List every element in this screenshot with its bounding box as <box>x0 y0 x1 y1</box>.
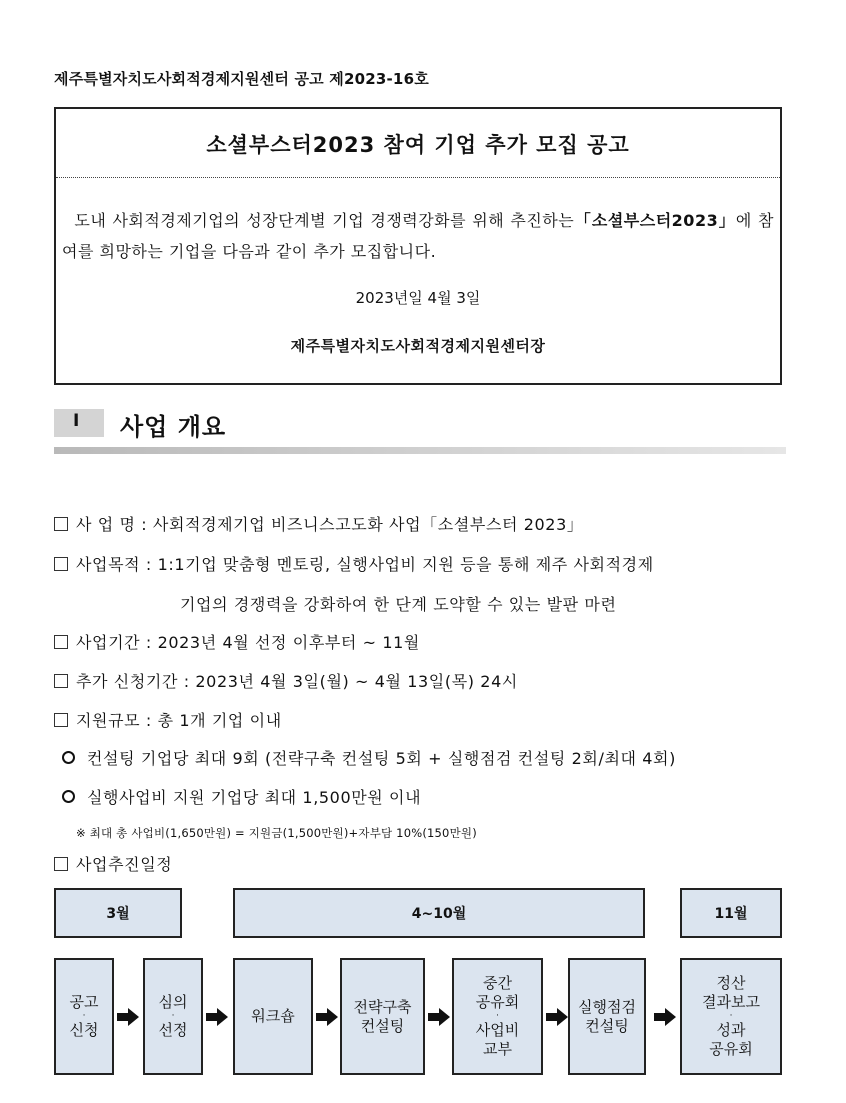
schedule-step <box>680 958 782 1075</box>
arrow-right-icon <box>316 1008 338 1026</box>
schedule-step-line: 결과보고 <box>702 993 760 1011</box>
schedule-step-line: 실행점검 <box>578 997 636 1016</box>
schedule-step-line: 전략구축 <box>353 997 412 1016</box>
schedule-step-line: 정산 <box>716 974 746 992</box>
schedule-step-line: · <box>171 1011 175 1021</box>
item-purpose-text: 사업목적 : 1:1기업 맞춤형 멘토링, 실행사업비 지원 등을 통해 제주 사회적경제 <box>76 555 654 574</box>
item-support-scale <box>54 708 282 731</box>
sub-item-consulting-text: 컨설팅 기업당 최대 9회 (전략구축 컨설팅 5회 + 실행점검 컨설팅 2회/최대 4회) <box>87 749 676 768</box>
schedule-phase: 3월 <box>54 888 182 938</box>
schedule-step-line: 컨설팅 <box>360 1016 405 1035</box>
schedule-step-line: 공유회 <box>475 993 520 1011</box>
schedule-step-line: 교부 <box>483 1040 512 1058</box>
schedule-step-line: 성과 <box>716 1021 746 1039</box>
item-schedule-text: 사업추진일정 <box>76 855 173 874</box>
schedule-step <box>143 958 203 1075</box>
item-purpose-continued: 기업의 경쟁력을 강화하여 한 단계 도약할 수 있는 발판 마련 <box>180 595 617 614</box>
schedule-step-line: · <box>729 1011 733 1021</box>
item-purpose <box>54 552 654 575</box>
schedule-step <box>568 958 646 1075</box>
notice-body-prefix: 도내 사회적경제기업의 성장단계별 기업 경쟁력강화를 위해 추진하는 <box>74 211 575 230</box>
section-number: I <box>73 411 80 431</box>
sub-item-funding-text: 실행사업비 지원 기업당 최대 1,500만원 이내 <box>87 788 422 807</box>
notice-box <box>54 107 782 385</box>
schedule-step-line: 사업비 <box>475 1021 520 1039</box>
schedule-step <box>233 958 313 1075</box>
schedule-step-line: 선정 <box>158 1021 188 1039</box>
schedule-phase: 4~10월 <box>233 888 645 938</box>
notice-number: 제주특별자치도사회적경제지원센터 공고 제2023-16호 <box>54 70 429 88</box>
arrow-right-icon <box>546 1008 568 1026</box>
schedule-step-line: 공유회 <box>709 1040 753 1058</box>
schedule-step <box>340 958 425 1075</box>
schedule-step-line: · <box>82 1011 86 1021</box>
item-support-scale-text: 지원규모 : 총 1개 기업 이내 <box>76 711 282 730</box>
schedule-phase: 11월 <box>680 888 782 938</box>
notice-issuer: 제주특별자치도사회적경제지원센터장 <box>290 337 546 355</box>
schedule-step <box>54 958 114 1075</box>
item-business-name-text: 사 업 명 : 사회적경제기업 비즈니스고도화 사업「소셜부스터 2023」 <box>76 515 584 534</box>
item-business-name <box>54 512 583 535</box>
checkbox-square-icon <box>54 674 68 688</box>
notice-body <box>56 205 780 267</box>
notice-body-bold: 「소셜부스터2023」 <box>574 211 736 230</box>
schedule-step-line: 중간 <box>483 974 512 992</box>
schedule-step-line: · <box>496 1011 499 1021</box>
arrow-right-icon <box>206 1008 228 1026</box>
section-title: 사업 개요 <box>120 413 227 441</box>
section-rule <box>54 447 786 454</box>
item-apply-period <box>54 669 518 692</box>
notice-body-suffix: 에 참여를 희망하는 기업을 다음과 같이 추가 모집합니다. <box>62 211 775 261</box>
arrow-right-icon <box>428 1008 450 1026</box>
sub-item-funding <box>62 785 421 808</box>
item-period <box>54 630 420 653</box>
arrow-right-icon <box>654 1008 676 1026</box>
schedule-step-line: 컨설팅 <box>585 1016 629 1035</box>
checkbox-square-icon <box>54 557 68 571</box>
checkbox-square-icon <box>54 517 68 531</box>
item-period-text: 사업기간 : 2023년 4월 선정 이후부터 ~ 11월 <box>76 633 420 652</box>
checkbox-square-icon <box>54 713 68 727</box>
item-apply-period-text: 추가 신청기간 : 2023년 4월 3일(월) ~ 4월 13일(목) 24시 <box>76 672 518 691</box>
schedule-step-line: 공고 <box>69 993 99 1011</box>
budget-note: ※ 최대 총 사업비(1,650만원) = 지원금(1,500만원)+자부담 10%(150만원) <box>76 826 477 840</box>
notice-date: 2023년일 4월 3일 <box>355 289 481 307</box>
notice-title: 소셜부스터2023 참여 기업 추가 모집 공고 <box>206 133 630 157</box>
schedule-step-line: 심의 <box>158 993 188 1011</box>
checkbox-square-icon <box>54 635 68 649</box>
checkbox-square-icon <box>54 857 68 871</box>
sub-item-consulting <box>62 746 676 769</box>
arrow-right-icon <box>117 1008 139 1026</box>
schedule-step <box>452 958 543 1075</box>
schedule-step-line: 워크숍 <box>251 1007 295 1025</box>
circle-bullet-icon <box>62 790 75 803</box>
item-schedule <box>54 852 172 875</box>
notice-divider <box>56 177 780 178</box>
circle-bullet-icon <box>62 751 75 764</box>
schedule-step-line: 신청 <box>69 1021 99 1039</box>
